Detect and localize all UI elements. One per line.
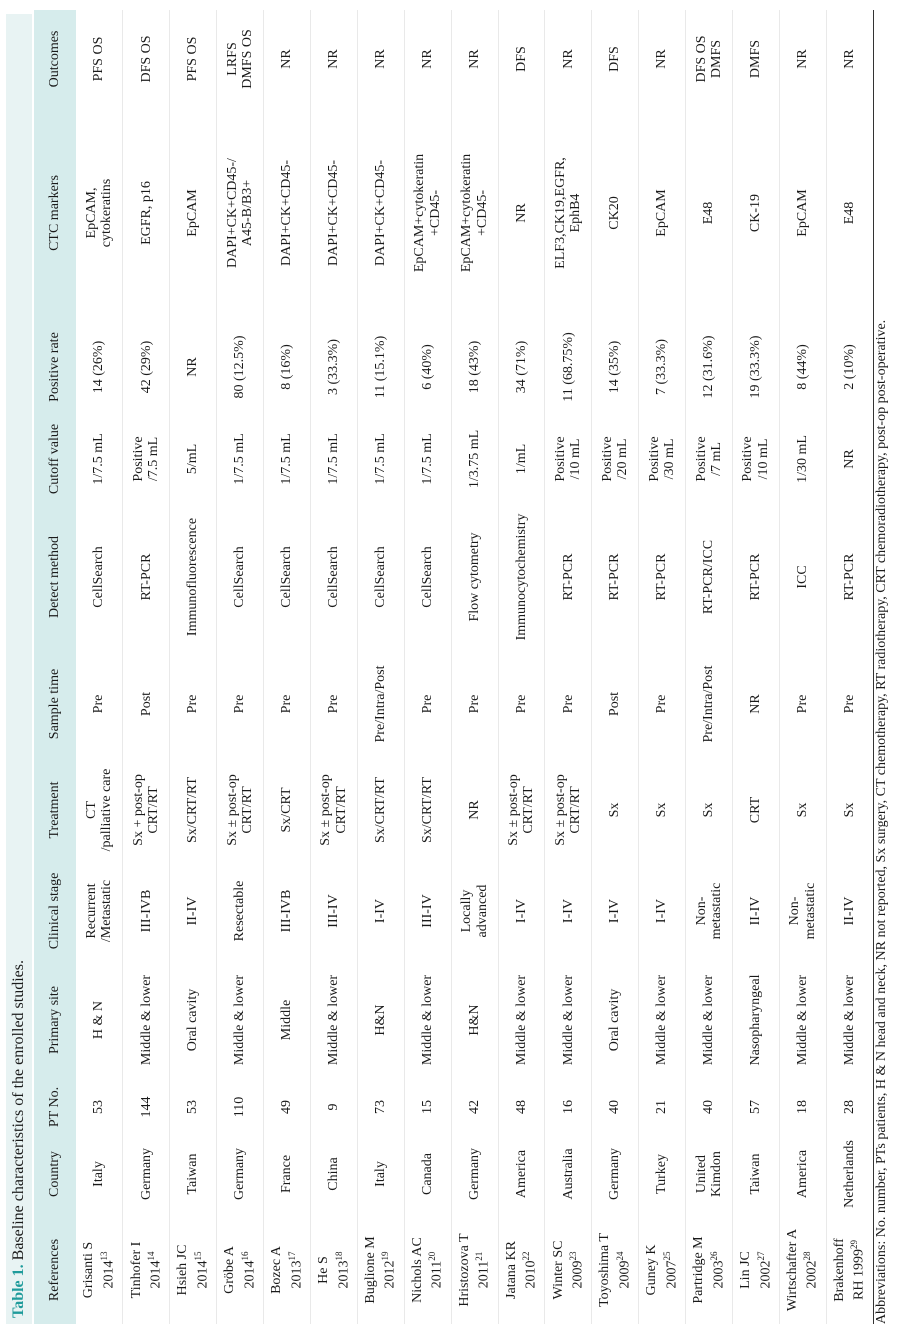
cell-positive-rate: 19 (33.3%) [732, 318, 779, 416]
cell-clinical-stage: Recurrent /Metastatic [76, 864, 123, 958]
header-country: Country [34, 1132, 76, 1216]
cell-sample-time: Pre [826, 652, 873, 756]
cell-clinical-stage: Locally advanced [451, 864, 498, 958]
citation-number: 18 [333, 1251, 344, 1261]
table-row [451, 10, 498, 1324]
header-pt-no: PT No. [34, 1082, 76, 1132]
cell-cutoff-value: 1/7.5 mL [404, 416, 451, 502]
cell-primary-site: Middle & lower [310, 958, 357, 1082]
cell-cutoff-value: Positive /10 mL [545, 416, 592, 502]
caption-label: Table 1. [10, 1264, 27, 1318]
citation-number: 28 [802, 1251, 813, 1261]
cell-outcomes: DFS OS DMFS [686, 10, 733, 108]
header-outcomes: Outcomes [34, 10, 76, 108]
cell-outcomes: DFS [498, 10, 545, 108]
cell-primary-site: Middle & lower [498, 958, 545, 1082]
cell-clinical-stage: II-IV [170, 864, 217, 958]
cell-reference: Winter SC 2009$^{23}$ [545, 1216, 592, 1324]
cell-detect-method: CellSearch [217, 502, 264, 652]
table-row [264, 10, 311, 1324]
cell-primary-site: Middle & lower [404, 958, 451, 1082]
cell-country: Netherlands [826, 1132, 873, 1216]
cell-pt-no: 40 [686, 1082, 733, 1132]
cell-sample-time: Pre [451, 652, 498, 756]
cell-detect-method: RT-PCR [123, 502, 170, 652]
cell-reference: Buglione M 2012$^{19}$ [357, 1216, 404, 1324]
cell-pt-no: 144 [123, 1082, 170, 1132]
cell-reference: Brakenhoff RH 1999$^{29}$ [826, 1216, 873, 1324]
cell-country: France [264, 1132, 311, 1216]
cell-positive-rate: 3 (33.3%) [310, 318, 357, 416]
citation-number: 19 [380, 1251, 391, 1261]
cell-sample-time: Pre [498, 652, 545, 756]
cell-reference: Hsieh JC 2014$^{15}$ [170, 1216, 217, 1324]
cell-positive-rate: 34 (71%) [498, 318, 545, 416]
cell-positive-rate: 14 (26%) [76, 318, 123, 416]
citation-number: 13 [98, 1251, 109, 1261]
cell-clinical-stage: III-IV [404, 864, 451, 958]
cell-outcomes: NR [545, 10, 592, 108]
cell-outcomes: NR [451, 10, 498, 108]
cell-detect-method: CellSearch [310, 502, 357, 652]
cell-primary-site: H&N [357, 958, 404, 1082]
citation-number: 21 [474, 1251, 485, 1261]
cell-reference: Tinhofer I 2014$^{14}$ [123, 1216, 170, 1324]
cell-ctc-markers: EpCAM [639, 108, 686, 318]
cell-reference: Guney K 2007$^{25}$ [639, 1216, 686, 1324]
cell-country: America [498, 1132, 545, 1216]
cell-sample-time: Pre [545, 652, 592, 756]
cell-reference: Nichols AC 2011$^{20}$ [404, 1216, 451, 1324]
cell-country: Australia [545, 1132, 592, 1216]
cell-treatment: Sx ± post-op CRT/RT [545, 756, 592, 864]
cell-pt-no: 28 [826, 1082, 873, 1132]
cell-cutoff-value: 5/mL [170, 416, 217, 502]
cell-ctc-markers: EpCAM [779, 108, 826, 318]
cell-positive-rate: 11 (68.75%) [545, 318, 592, 416]
table-caption [6, 14, 32, 1324]
cell-outcomes: NR [826, 10, 873, 108]
table-body [76, 10, 873, 1324]
header-treatment: Treatment [34, 756, 76, 864]
cell-positive-rate: 42 (29%) [123, 318, 170, 416]
header-sample-time: Sample time [34, 652, 76, 756]
cell-reference: Partridge M 2003$^{26}$ [686, 1216, 733, 1324]
citation-number: 23 [568, 1251, 579, 1261]
cell-cutoff-value: 1/7.5 mL [264, 416, 311, 502]
cell-positive-rate: 7 (33.3%) [639, 318, 686, 416]
cell-outcomes: DFS OS [123, 10, 170, 108]
cell-detect-method: RT-PCR [732, 502, 779, 652]
cell-cutoff-value: Positive /7 mL [686, 416, 733, 502]
table-row [217, 10, 264, 1324]
cell-country: Taiwan [170, 1132, 217, 1216]
cell-primary-site: Nasopharyngeal [732, 958, 779, 1082]
cell-positive-rate: 8 (44%) [779, 318, 826, 416]
cell-primary-site: Oral cavity [170, 958, 217, 1082]
cell-cutoff-value: Positive /7.5 mL [123, 416, 170, 502]
citation-number: 29 [849, 1240, 860, 1250]
cell-cutoff-value: 1/3.75 mL [451, 416, 498, 502]
cell-treatment: Sx [686, 756, 733, 864]
cell-reference: Grisanti S 2014$^{13}$ [76, 1216, 123, 1324]
cell-detect-method: RT-PCR/ICC [686, 502, 733, 652]
cell-detect-method: RT-PCR [592, 502, 639, 652]
cell-reference: Hristozova T 2011$^{21}$ [451, 1216, 498, 1324]
cell-clinical-stage: Resectable [217, 864, 264, 958]
cell-primary-site: Oral cavity [592, 958, 639, 1082]
cell-reference: Toyoshima T 2009$^{24}$ [592, 1216, 639, 1324]
abbreviations-footnote: Abbreviations: No. number, PTs patients, H & N head and neck, NR not reported, Sx surgery, CT chemotherapy, RT radiotherapy, CRT chemoradiotherapy, post-op post-operative. [874, 319, 889, 1324]
cell-primary-site: Middle & lower [779, 958, 826, 1082]
header-positive-rate: Positive rate [34, 318, 76, 416]
cell-cutoff-value: 1/7.5 mL [357, 416, 404, 502]
cell-treatment: Sx [779, 756, 826, 864]
cell-sample-time: Pre [404, 652, 451, 756]
cell-country: Germany [451, 1132, 498, 1216]
cell-pt-no: 53 [170, 1082, 217, 1132]
cell-treatment: Sx [592, 756, 639, 864]
baseline-table [34, 10, 874, 1324]
table-row [545, 10, 592, 1324]
table-row [404, 10, 451, 1324]
cell-outcomes: DFS [592, 10, 639, 108]
cell-treatment: CRT [732, 756, 779, 864]
cell-cutoff-value: 1/mL [498, 416, 545, 502]
cell-outcomes: NR [357, 10, 404, 108]
cell-ctc-markers: DAPI+CK+CD45- [264, 108, 311, 318]
table-row [498, 10, 545, 1324]
cell-treatment: Sx [826, 756, 873, 864]
cell-reference: He S 2013$^{18}$ [310, 1216, 357, 1324]
table-row [357, 10, 404, 1324]
cell-pt-no: 53 [76, 1082, 123, 1132]
cell-treatment: Sx ± post-op CRT/RT [498, 756, 545, 864]
cell-country: Italy [76, 1132, 123, 1216]
cell-sample-time: Pre [76, 652, 123, 756]
cell-primary-site: Middle & lower [826, 958, 873, 1082]
cell-reference: Gröbe A 2014$^{16}$ [217, 1216, 264, 1324]
header-ctc-markers: CTC markers [34, 108, 76, 318]
header-cutoff-value: Cutoff value [34, 416, 76, 502]
cell-detect-method: RT-PCR [826, 502, 873, 652]
cell-sample-time: Pre [264, 652, 311, 756]
cell-positive-rate: 18 (43%) [451, 318, 498, 416]
table-row [123, 10, 170, 1324]
cell-clinical-stage: I-IV [592, 864, 639, 958]
cell-clinical-stage: Non- metastatic [779, 864, 826, 958]
cell-cutoff-value: NR [826, 416, 873, 502]
cell-treatment: Sx/CRT [264, 756, 311, 864]
citation-number: 24 [614, 1251, 625, 1261]
citation-number: 27 [755, 1251, 766, 1261]
cell-pt-no: 57 [732, 1082, 779, 1132]
cell-treatment: Sx ± post-op CRT/RT [310, 756, 357, 864]
table-row [639, 10, 686, 1324]
cell-clinical-stage: I-IV [639, 864, 686, 958]
cell-treatment: CT /palliative care [76, 756, 123, 864]
cell-cutoff-value: 1/30 mL [779, 416, 826, 502]
cell-primary-site: H & N [76, 958, 123, 1082]
cell-positive-rate: NR [170, 318, 217, 416]
table-row [686, 10, 733, 1324]
cell-detect-method: Flow cytometry [451, 502, 498, 652]
cell-detect-method: CellSearch [357, 502, 404, 652]
cell-primary-site: Middle & lower [217, 958, 264, 1082]
cell-clinical-stage: III-IVB [264, 864, 311, 958]
cell-pt-no: 18 [779, 1082, 826, 1132]
cell-country: United Kimdon [686, 1132, 733, 1216]
cell-ctc-markers: CK20 [592, 108, 639, 318]
cell-outcomes: PFS OS [76, 10, 123, 108]
cell-pt-no: 21 [639, 1082, 686, 1132]
citation-number: 15 [192, 1251, 203, 1261]
cell-clinical-stage: III-IVB [123, 864, 170, 958]
cell-pt-no: 42 [451, 1082, 498, 1132]
cell-treatment: Sx/CRT/RT [404, 756, 451, 864]
cell-clinical-stage: II-IV [826, 864, 873, 958]
cell-pt-no: 48 [498, 1082, 545, 1132]
cell-treatment: Sx/CRT/RT [357, 756, 404, 864]
cell-pt-no: 16 [545, 1082, 592, 1132]
cell-reference: Wirtschafter A 2002$^{28}$ [779, 1216, 826, 1324]
cell-clinical-stage: II-IV [732, 864, 779, 958]
cell-ctc-markers: EpCAM+cytokeratin +CD45- [451, 108, 498, 318]
cell-primary-site: Middle & lower [686, 958, 733, 1082]
citation-number: 16 [239, 1251, 250, 1261]
cell-treatment: Sx ± post-op CRT/RT [217, 756, 264, 864]
cell-reference: Bozec A 2013$^{17}$ [264, 1216, 311, 1324]
cell-positive-rate: 80 (12.5%) [217, 318, 264, 416]
cell-positive-rate: 14 (35%) [592, 318, 639, 416]
cell-country: Taiwan [732, 1132, 779, 1216]
cell-country: Germany [123, 1132, 170, 1216]
cell-outcomes: DMFS [732, 10, 779, 108]
cell-clinical-stage: III-IV [310, 864, 357, 958]
cell-sample-time: Pre [217, 652, 264, 756]
cell-outcomes: NR [639, 10, 686, 108]
cell-ctc-markers: DAPI+CK+CD45- [310, 108, 357, 318]
cell-sample-time: Pre [170, 652, 217, 756]
header-row [34, 10, 76, 1324]
cell-sample-time: Pre [639, 652, 686, 756]
cell-sample-time: NR [732, 652, 779, 756]
cell-positive-rate: 8 (16%) [264, 318, 311, 416]
cell-outcomes: NR [310, 10, 357, 108]
header-clinical-stage: Clinical stage [34, 864, 76, 958]
citation-number: 14 [146, 1251, 156, 1261]
cell-ctc-markers: EpCAM [170, 108, 217, 318]
citation-number: 20 [427, 1251, 438, 1261]
cell-ctc-markers: CK-19 [732, 108, 779, 318]
cell-country: America [779, 1132, 826, 1216]
cell-pt-no: 110 [217, 1082, 264, 1132]
cell-detect-method: ICC [779, 502, 826, 652]
table-row [310, 10, 357, 1324]
cell-ctc-markers: E48 [686, 108, 733, 318]
cell-ctc-markers: EGFR, p16 [123, 108, 170, 318]
cell-primary-site: Middle & lower [545, 958, 592, 1082]
cell-treatment: NR [451, 756, 498, 864]
cell-pt-no: 9 [310, 1082, 357, 1132]
cell-outcomes: NR [264, 10, 311, 108]
cell-primary-site: H&N [451, 958, 498, 1082]
header-detect-method: Detect method [34, 502, 76, 652]
cell-sample-time: Pre [310, 652, 357, 756]
cell-primary-site: Middle [264, 958, 311, 1082]
header-primary-site: Primary site [34, 958, 76, 1082]
cell-clinical-stage: I-IV [498, 864, 545, 958]
cell-outcomes: PFS OS [170, 10, 217, 108]
cell-detect-method: CellSearch [76, 502, 123, 652]
cell-ctc-markers: ELF3,CK19,EGFR, EphB4 [545, 108, 592, 318]
cell-ctc-markers: E48 [826, 108, 873, 318]
cell-treatment: Sx + post-op CRT/RT [123, 756, 170, 864]
cell-sample-time: Pre/Intra/Post [357, 652, 404, 756]
cell-country: Germany [592, 1132, 639, 1216]
cell-treatment: Sx/CRT/RT [170, 756, 217, 864]
cell-treatment: Sx [639, 756, 686, 864]
cell-cutoff-value: 1/7.5 mL [310, 416, 357, 502]
citation-number: 25 [661, 1251, 672, 1261]
table-row [76, 10, 123, 1324]
cell-country: Italy [357, 1132, 404, 1216]
cell-positive-rate: 2 (10%) [826, 318, 873, 416]
cell-detect-method: CellSearch [404, 502, 451, 652]
table-row [170, 10, 217, 1324]
cell-cutoff-value: Positive /10 mL [732, 416, 779, 502]
cell-country: Turkey [639, 1132, 686, 1216]
cell-ctc-markers: NR [498, 108, 545, 318]
cell-ctc-markers: EpCAM, cytokeratins [76, 108, 123, 318]
cell-ctc-markers: EpCAM+cytokeratin +CD45- [404, 108, 451, 318]
cell-clinical-stage: Non- metastatic [686, 864, 733, 958]
citation-number: 17 [286, 1251, 297, 1261]
table-row [826, 10, 873, 1324]
cell-cutoff-value: Positive /20 mL [592, 416, 639, 502]
table-row [592, 10, 639, 1324]
caption-title: Baseline characteristics of the enrolled studies. [10, 960, 27, 1261]
cell-positive-rate: 6 (40%) [404, 318, 451, 416]
cell-sample-time: Pre [779, 652, 826, 756]
cell-cutoff-value: 1/7.5 mL [217, 416, 264, 502]
cell-pt-no: 40 [592, 1082, 639, 1132]
cell-primary-site: Middle & lower [123, 958, 170, 1082]
header-references: References [34, 1216, 76, 1324]
cell-detect-method: RT-PCR [545, 502, 592, 652]
cell-sample-time: Post [123, 652, 170, 756]
cell-country: Canada [404, 1132, 451, 1216]
cell-outcomes: NR [404, 10, 451, 108]
cell-pt-no: 73 [357, 1082, 404, 1132]
cell-ctc-markers: DAPI+CK+CD45- [357, 108, 404, 318]
cell-cutoff-value: Positive /30 mL [639, 416, 686, 502]
cell-cutoff-value: 1/7.5 mL [76, 416, 123, 502]
cell-pt-no: 49 [264, 1082, 311, 1132]
table-row [732, 10, 779, 1324]
cell-clinical-stage: I-IV [357, 864, 404, 958]
cell-clinical-stage: I-IV [545, 864, 592, 958]
cell-detect-method: RT-PCR [639, 502, 686, 652]
cell-country: China [310, 1132, 357, 1216]
cell-positive-rate: 12 (31.6%) [686, 318, 733, 416]
cell-reference: Lin JC 2002$^{27}$ [732, 1216, 779, 1324]
cell-sample-time: Post [592, 652, 639, 756]
citation-number: 22 [521, 1251, 532, 1261]
cell-outcomes: NR [779, 10, 826, 108]
cell-detect-method: Immunocytochemistry [498, 502, 545, 652]
cell-sample-time: Pre/Intra/Post [686, 652, 733, 756]
cell-ctc-markers: DAPI+CK+CD45-/ A45-B/B3+ [217, 108, 264, 318]
cell-positive-rate: 11 (15.1%) [357, 318, 404, 416]
cell-pt-no: 15 [404, 1082, 451, 1132]
citation-number: 26 [708, 1251, 719, 1261]
cell-outcomes: LRFS DMFS OS [217, 10, 264, 108]
cell-country: Germany [217, 1132, 264, 1216]
cell-detect-method: CellSearch [264, 502, 311, 652]
cell-detect-method: Immunofluorescence [170, 502, 217, 652]
table-row [779, 10, 826, 1324]
cell-reference: Jatana KR 2010$^{22}$ [498, 1216, 545, 1324]
cell-primary-site: Middle & lower [639, 958, 686, 1082]
